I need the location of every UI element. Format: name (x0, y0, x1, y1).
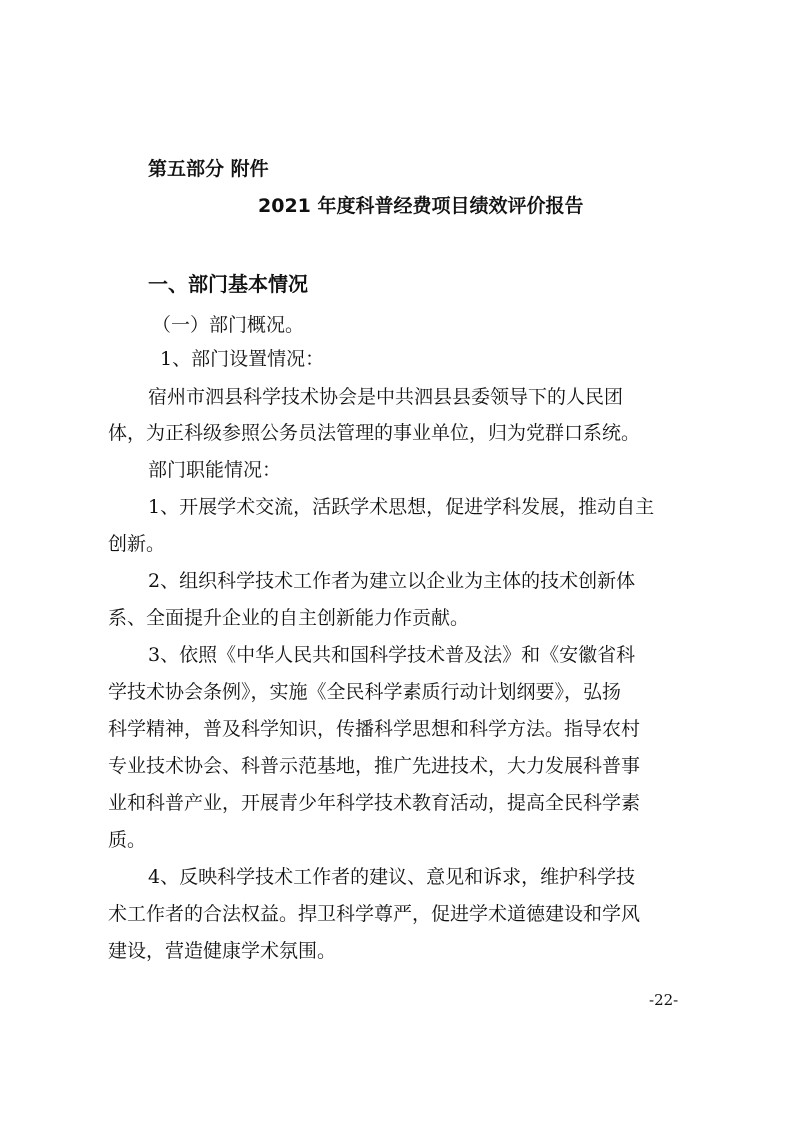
document-title: 2021 年度科普经费项目绩效评价报告 (258, 195, 584, 217)
function-3-line-4: 专业技术协会、科普示范基地，推广先进技术，大力发展科普事 (108, 755, 641, 777)
function-4-line-2: 术工作者的合法权益。捍卫科学尊严，促进学术道德建设和学风 (108, 903, 641, 925)
function-2-line-2: 系、全面提升企业的自主创新能力作贡献。 (108, 607, 470, 629)
subheading-department-overview: （一）部门概况。 (152, 314, 305, 336)
section-label: 第五部分 附件 (148, 158, 269, 180)
functions-label: 部门职能情况： (148, 459, 282, 481)
function-1-line-1: 1、开展学术交流，活跃学术思想，促进学科发展，推动自主 (148, 496, 655, 518)
function-3-line-6: 质。 (108, 829, 147, 851)
function-1-line-2: 创新。 (108, 533, 166, 555)
function-4-line-3: 建设，营造健康学术氛围。 (108, 940, 337, 962)
function-2-line-1: 2、组织科学技术工作者为建立以企业为主体的技术创新体 (148, 570, 636, 592)
heading-department-basics: 一、部门基本情况 (148, 272, 308, 296)
page-number: -22- (649, 991, 679, 1009)
function-3-line-2: 学技术协会条例》，实施《全民科学素质行动计划纲要》，弘扬 (108, 681, 622, 703)
function-4-line-1: 4、反映科学技术工作者的建议、意见和诉求，维护科学技 (148, 866, 636, 888)
function-3-line-3: 科学精神，普及科学知识，传播科学思想和科学方法。指导农村 (108, 718, 641, 740)
function-3-line-5: 业和科普产业，开展青少年科学技术教育活动，提高全民科学素 (108, 792, 641, 814)
function-3-line-1: 3、依照《中华人民共和国科学技术普及法》和《安徽省科 (148, 644, 636, 666)
paragraph-org-line-1: 宿州市泗县科学技术协会是中共泗县县委领导下的人民团 (148, 386, 624, 408)
item-department-setup: 1、部门设置情况： (160, 348, 325, 370)
paragraph-org-line-2: 体，为正科级参照公务员法管理的事业单位，归为党群口系统。 (108, 422, 641, 444)
